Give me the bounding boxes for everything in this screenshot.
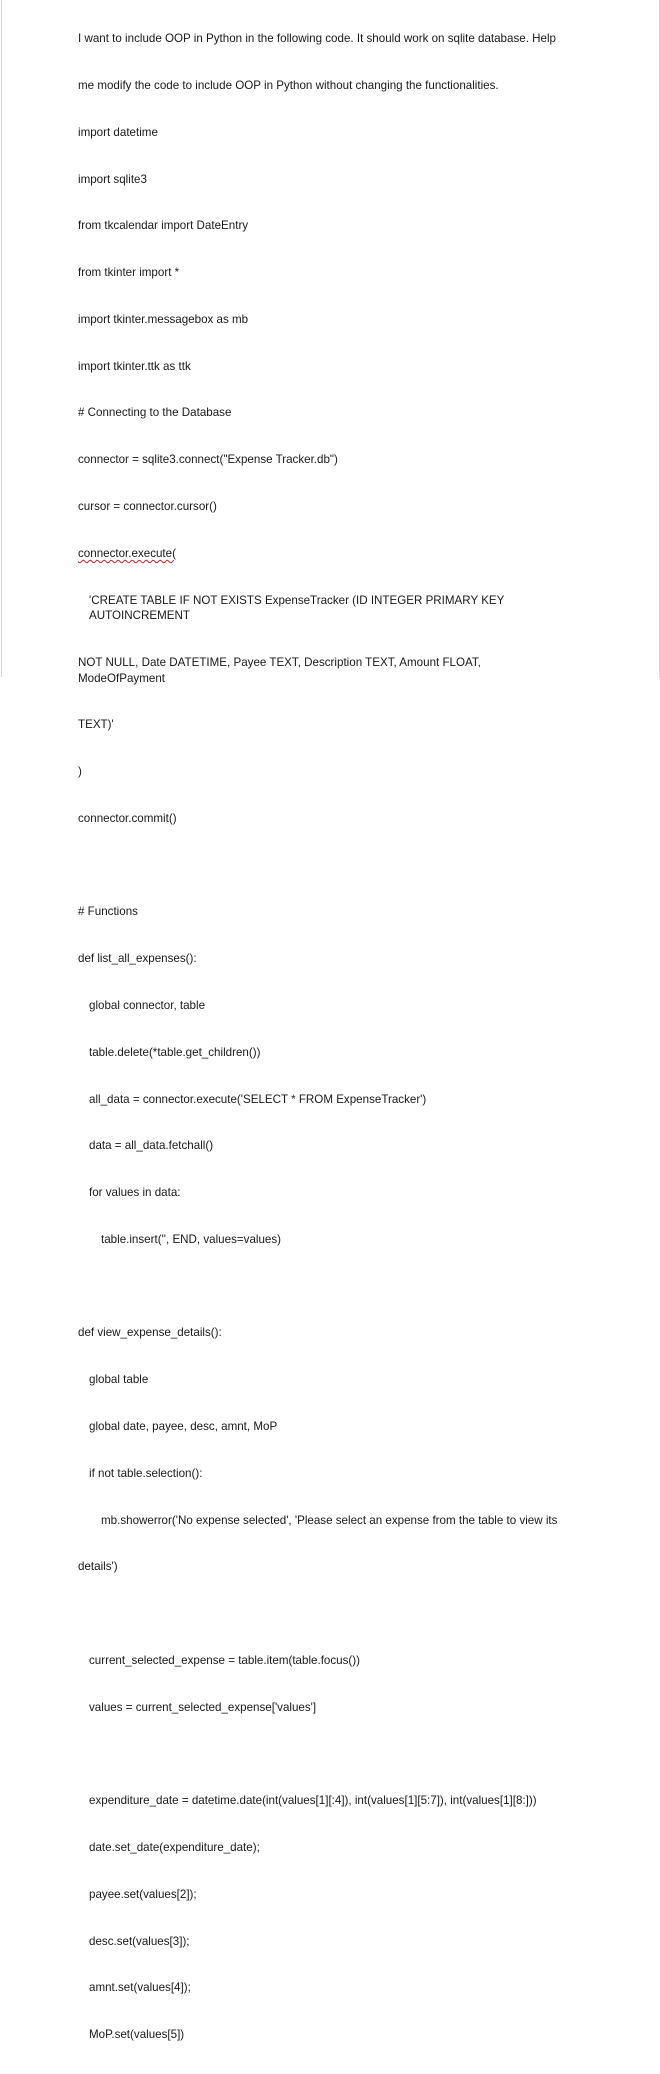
doc-line-commit: connector.commit() <box>78 811 177 825</box>
doc-line-create-table-2: NOT NULL, Date DATETIME, Payee TEXT, Description TEXT, Amount FLOAT, ModeOfPayment <box>78 655 485 685</box>
doc-line-prompt-1: I want to include OOP in Python in the following code. It should work on sqlite database. Help <box>78 32 556 46</box>
doc-line-prompt-2: me modify the code to include OOP in Python without changing the functionalities. <box>78 78 499 92</box>
doc-line-connector: connector = sqlite3.connect("Expense Tracker.db") <box>78 453 338 467</box>
doc-line-mop-set: MoP.set(values[5]) <box>89 2028 185 2042</box>
doc-line-create-table-1: 'CREATE TABLE IF NOT EXISTS ExpenseTracker (ID INTEGER PRIMARY KEY AUTOINCREMENT <box>89 593 507 623</box>
doc-line-global-fields: global date, payee, desc, amnt, MoP <box>89 1420 278 1434</box>
doc-line-blank-4 <box>78 1747 570 1763</box>
doc-line-import-datetime: import datetime <box>78 125 158 139</box>
doc-line-showerror-2: details') <box>78 1560 118 1574</box>
doc-line-global-connector: global connector, table <box>89 999 206 1012</box>
doc-line-import-sqlite3: import sqlite3 <box>78 172 147 186</box>
doc-line-comment-functions: # Functions <box>78 905 138 919</box>
doc-line-create-table-3: TEXT)' <box>78 718 114 732</box>
doc-line-def-list: def list_all_expenses(): <box>78 952 197 966</box>
doc-line-if-not-selection: if not table.selection(): <box>89 1466 203 1480</box>
doc-line-blank-1 <box>78 858 570 874</box>
doc-line-fetchall: data = all_data.fetchall() <box>89 1139 214 1153</box>
doc-line-date-set: date.set_date(expenditure_date); <box>89 1841 260 1855</box>
doc-line-execute-close: ) <box>78 765 82 779</box>
doc-line-all-data: all_data = connector.execute('SELECT * FROM ExpenseTracker') <box>89 1092 427 1106</box>
doc-line-def-view: def view_expense_details(): <box>78 1326 222 1340</box>
doc-line-expenditure-date: expenditure_date = datetime.date(int(values[1][:4]), int(values[1][5:7]), int(values[1][8:])) <box>89 1794 537 1808</box>
doc-line-import-tkinter: from tkinter import * <box>78 266 180 280</box>
doc-line-payee-set: payee.set(values[2]); <box>89 1887 197 1901</box>
doc-line-global-table: global table <box>89 1373 149 1387</box>
document-body[interactable] <box>78 0 570 2074</box>
doc-line-comment-connect: # Connecting to the Database <box>78 406 232 420</box>
doc-line-table-insert: table.insert('', END, values=values) <box>101 1232 282 1246</box>
doc-line-showerror-1: mb.showerror('No expense selected', 'Please select an expense from the table to view its <box>101 1513 558 1527</box>
doc-line-values: values = current_selected_expense['values'] <box>89 1700 317 1714</box>
doc-line-cursor: cursor = connector.cursor() <box>78 500 217 513</box>
doc-line-import-ttk: import tkinter.ttk as ttk <box>78 359 191 373</box>
doc-line-for-values: for values in data: <box>89 1186 181 1200</box>
doc-line-desc-set: desc.set(values[3]); <box>89 1934 190 1948</box>
doc-line-execute-open: connector.execute( <box>78 546 176 560</box>
doc-line-import-dateentry: from tkcalendar import DateEntry <box>78 219 249 233</box>
doc-line-import-messagebox: import tkinter.messagebox as mb <box>78 312 249 326</box>
doc-line-table-delete: table.delete(*table.get_children()) <box>89 1045 261 1059</box>
doc-line-amnt-set: amnt.set(values[4]); <box>89 1981 191 1995</box>
doc-line-blank-3 <box>78 1606 570 1622</box>
doc-line-blank-2 <box>78 1279 570 1295</box>
doc-line-current-selected: current_selected_expense = table.item(table.focus()) <box>89 1653 360 1667</box>
page-left-edge <box>1 0 2 677</box>
